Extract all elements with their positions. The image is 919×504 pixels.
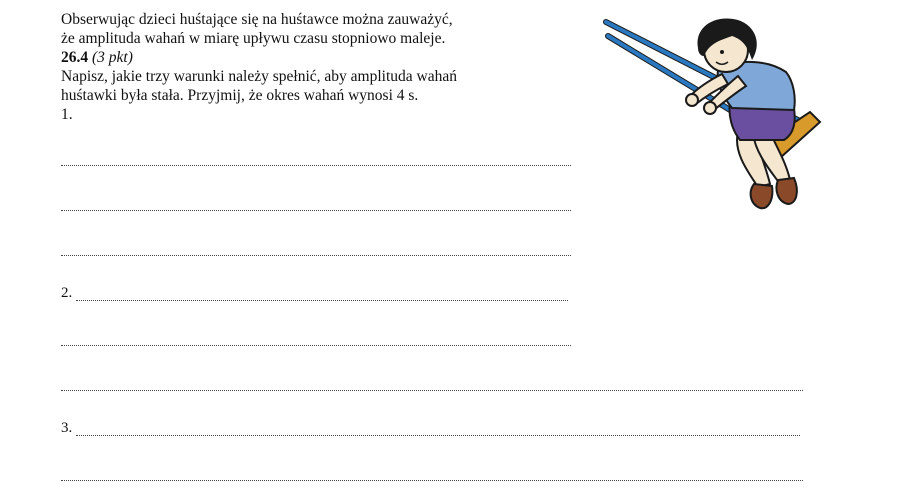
- task-points: (3 pkt): [92, 49, 133, 66]
- dotted-line: [76, 296, 568, 301]
- intro-line-2: że amplituda wahań w miarę upływu czasu stopniowo maleje.: [61, 30, 446, 47]
- task-number: 26.4: [61, 49, 89, 66]
- dotted-line: [61, 386, 803, 391]
- task-text: [61, 10, 581, 124]
- dotted-line: [61, 161, 571, 166]
- answer-label-2: 2.: [61, 285, 73, 301]
- dotted-line: [76, 431, 800, 436]
- answer-2-line-2[interactable]: [61, 330, 571, 346]
- intro-line-1: Obserwując dzieci huśtające się na huśtawce można zauważyć,: [61, 11, 453, 28]
- dotted-line: [61, 206, 571, 211]
- answer-1-line-1[interactable]: [61, 150, 571, 166]
- answer-2-line-3[interactable]: [61, 375, 803, 391]
- answer-label-1: 1.: [61, 106, 73, 123]
- answer-1-line-2[interactable]: [61, 195, 571, 211]
- answer-1-line-3[interactable]: [61, 240, 571, 256]
- answer-3-line-2[interactable]: [61, 465, 803, 481]
- task-instruction-line-1: Napisz, jakie trzy warunki należy spełnić, aby amplituda wahań: [61, 68, 457, 85]
- dotted-line: [61, 251, 571, 256]
- dotted-line: [61, 476, 803, 481]
- dotted-line: [61, 341, 571, 346]
- answer-label-3: 3.: [61, 420, 73, 436]
- answer-3-line-1[interactable]: [61, 420, 800, 436]
- answer-2-line-1[interactable]: [61, 285, 568, 301]
- task-header: [61, 48, 581, 67]
- girl-on-swing-illustration: [598, 12, 828, 222]
- task-instruction-line-2: huśtawki była stała. Przyjmij, że okres wahań wynosi 4 s.: [61, 87, 419, 104]
